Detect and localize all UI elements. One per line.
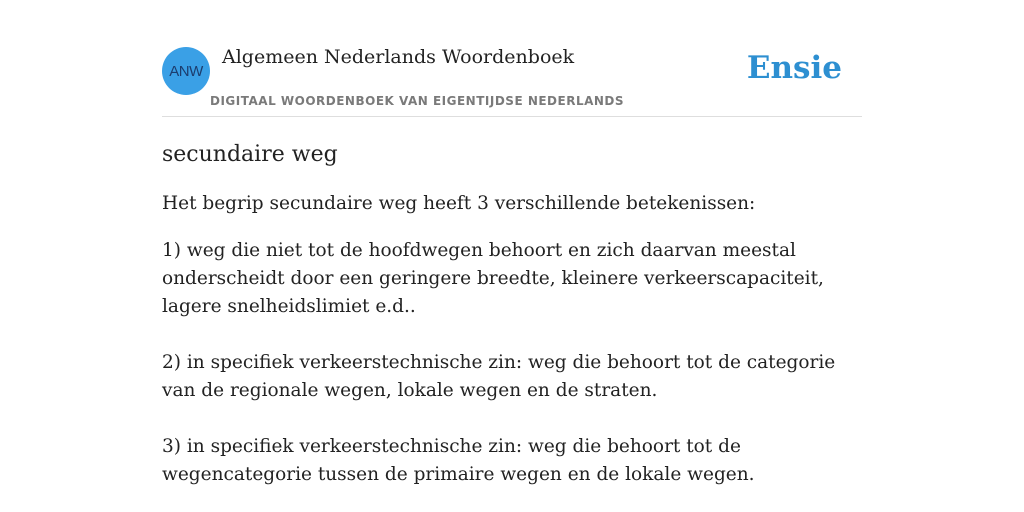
site-subtitle: DIGITAAL WOORDENBOEK VAN EIGENTIJDSE NEDERLANDS <box>210 94 625 108</box>
entry-content <box>162 138 862 512</box>
meaning-item: 3) in specifiek verkeerstechnische zin: weg die behoort tot de wegencategorie tussen de primaire wegen en de lokale wegen. <box>162 436 755 485</box>
site-header <box>162 0 862 117</box>
entry-term: secundaire weg <box>162 142 338 167</box>
meaning-item: 1) weg die niet tot de hoofdwegen behoort en zich daarvan meestal onderscheidt door een geringere breedte, kleinere verkeerscapaciteit, lagere snelheidslimiet e.d.. <box>162 240 824 317</box>
anw-logo[interactable] <box>162 47 210 95</box>
site-title[interactable]: Algemeen Nederlands Woordenboek <box>222 46 575 68</box>
meaning-item: 2) in specifiek verkeerstechnische zin: weg die behoort tot de categorie van de regionale wegen, lokale wegen en de straten. <box>162 352 836 401</box>
meanings-list <box>162 237 862 489</box>
ensie-brand-link[interactable]: Ensie <box>746 50 842 86</box>
logo-text: ANW <box>169 62 203 80</box>
entry-intro: Het begrip secundaire weg heeft 3 verschillende betekenissen: <box>162 193 756 214</box>
